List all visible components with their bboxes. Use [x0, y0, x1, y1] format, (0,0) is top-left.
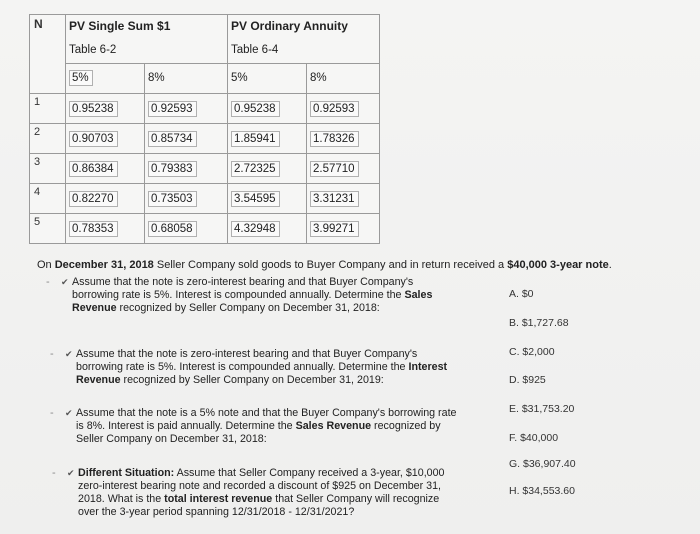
problem-statement: On December 31, 2018 Seller Company sold goods to Buyer Company and in return received a $40,000 3-year note. [37, 259, 612, 271]
table-row [30, 214, 380, 244]
table-cell: 2.57710 [307, 154, 380, 184]
table-cell: 0.79383 [145, 154, 228, 184]
table-cell: 0.68058 [145, 214, 228, 244]
period-number: 5 [30, 214, 66, 244]
table-cell: 0.95238 [228, 94, 307, 124]
table-cell: 3.31231 [307, 184, 380, 214]
present-value-table [29, 14, 380, 244]
table-cell: 1.85941 [228, 124, 307, 154]
answer-choice: C. $2,000 [509, 346, 555, 358]
single-sum-title: PV Single Sum $1 [66, 15, 228, 38]
matching-question: - ✔ Different Situation: Assume that Seller Company received a 3-year, $10,000 zero-interest bearing note and recorded a discount of $925 on December 31, 2018. What is the total interest revenue that Seller Company will recognize over the 3-year period spanning 12/31/2018 - 12/31/2021? [52, 467, 445, 518]
matching-question: - ✔ Assume that the note is a 5% note and that the Buyer Company's borrowing rate is 8%. Interest is paid annually. Determine the Sales Revenue recognized by Seller Company on December 31, 2018: [50, 407, 457, 445]
table-row [30, 94, 380, 124]
period-number: 3 [30, 154, 66, 184]
answer-choice: B. $1,727.68 [509, 317, 569, 329]
matching-question: - ✔ Assume that the note is zero-interest bearing and that Buyer Company's borrowing rate is 5%. Interest is compounded annually. Determine the Sales Revenue recognized by Seller Company on December 31, 2018: [46, 276, 433, 314]
answer-select[interactable]: - [50, 407, 54, 419]
chevron-down-icon[interactable]: ✔ [65, 349, 73, 359]
table-cell: 0.90703 [66, 124, 145, 154]
answer-choice: H. $34,553.60 [509, 485, 575, 497]
table-cell: 0.95238 [66, 94, 145, 124]
table-cell: 4.32948 [228, 214, 307, 244]
table-cell: 0.92593 [307, 94, 380, 124]
answer-select[interactable]: - [50, 348, 54, 360]
table-cell: 2.72325 [228, 154, 307, 184]
period-number: 1 [30, 94, 66, 124]
answer-select[interactable]: - [52, 467, 56, 479]
table-cell: 3.54595 [228, 184, 307, 214]
annuity-title: PV Ordinary Annuity [228, 15, 380, 38]
answer-choice: G. $36,907.40 [509, 458, 576, 470]
single-sum-subtitle: Table 6-2 [66, 37, 228, 63]
rate-header: 5% [66, 63, 145, 94]
period-number: 4 [30, 184, 66, 214]
rate-header: 8% [145, 63, 228, 94]
table-cell: 0.92593 [145, 94, 228, 124]
answer-choice: A. $0 [509, 288, 534, 300]
table-cell: 0.73503 [145, 184, 228, 214]
table-row [30, 124, 380, 154]
chevron-down-icon[interactable]: ✔ [61, 277, 69, 287]
answer-choice: E. $31,753.20 [509, 403, 575, 415]
answer-select[interactable]: - [46, 276, 50, 288]
period-number: 2 [30, 124, 66, 154]
answer-choice: F. $40,000 [509, 432, 559, 444]
chevron-down-icon[interactable]: ✔ [65, 408, 73, 418]
table-row [30, 154, 380, 184]
table-cell: 1.78326 [307, 124, 380, 154]
answer-choice: D. $925 [509, 374, 546, 386]
table-cell: 0.86384 [66, 154, 145, 184]
period-header: N [30, 15, 66, 38]
table-cell: 3.99271 [307, 214, 380, 244]
table-cell: 0.85734 [145, 124, 228, 154]
table-cell: 0.78353 [66, 214, 145, 244]
annuity-subtitle: Table 6-4 [228, 37, 380, 63]
chevron-down-icon[interactable]: ✔ [67, 468, 75, 478]
table-cell: 0.82270 [66, 184, 145, 214]
rate-header: 8% [307, 63, 380, 94]
table-row [30, 184, 380, 214]
rate-header: 5% [228, 63, 307, 94]
matching-question: - ✔ Assume that the note is zero-interest bearing and that Buyer Company's borrowing rate is 5%. Interest is compounded annually. Determine the Interest Revenue recognized by Seller Company on December 31, 2019: [50, 348, 448, 386]
